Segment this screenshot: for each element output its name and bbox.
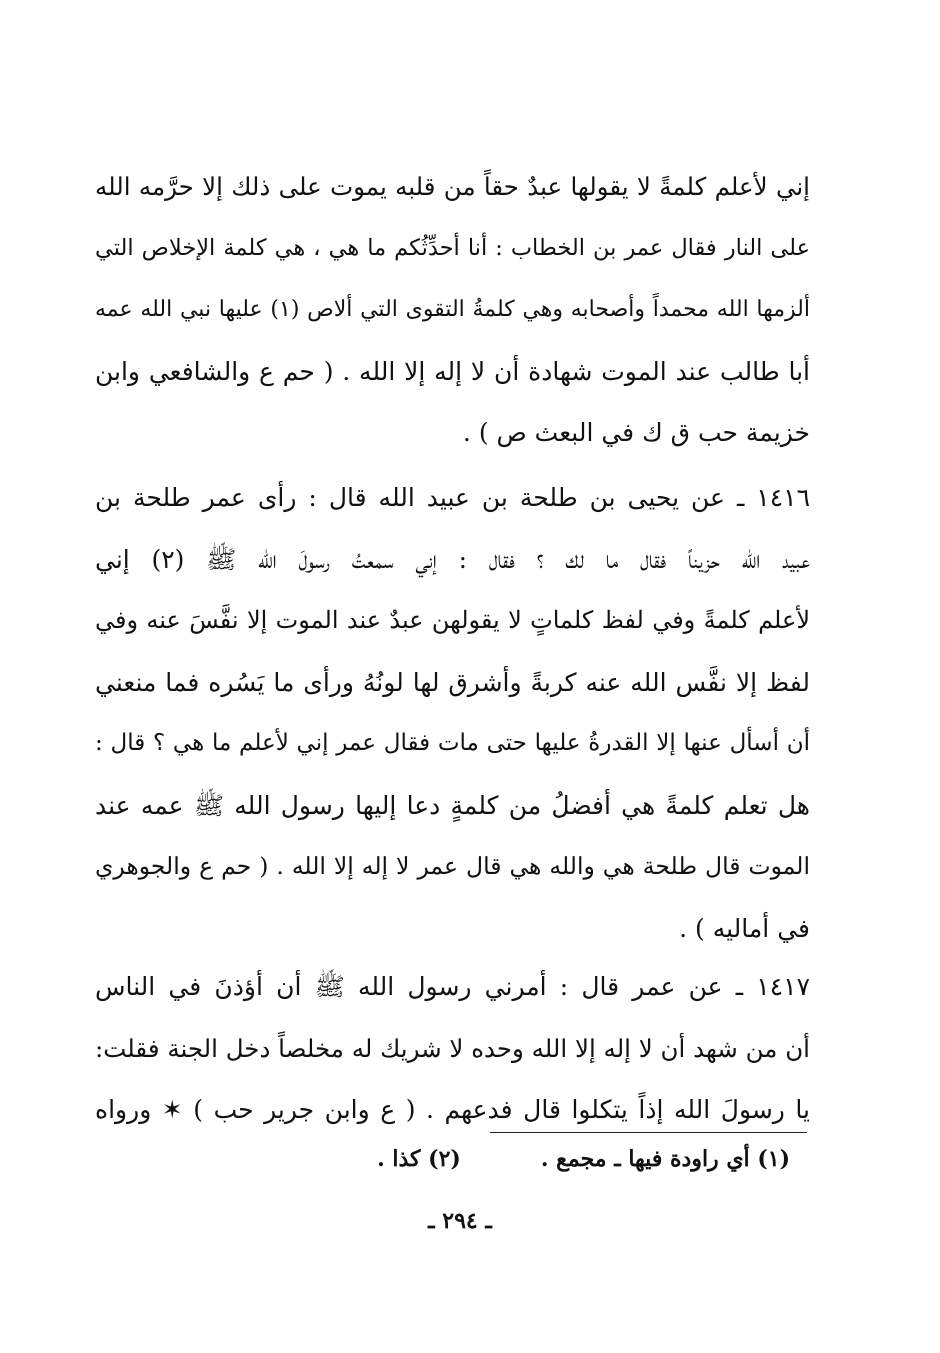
footnote-1: (١) أي راودة فيها ـ مجمع .: [540, 1146, 790, 1172]
page-number: ـ ٢٩٤ ـ: [428, 1208, 492, 1234]
paragraph-hadith-continuation: [95, 156, 810, 464]
text-line: في أماليه ) .: [679, 913, 810, 943]
text-line: خزيمة حب ق ك في البعث ص ) .: [462, 418, 810, 447]
paragraph-hadith-1417: [95, 956, 810, 1141]
text-line: الموت قال طلحة هي والله هي قال عمر لا إله إلا الله . ( حم ع والجوهري: [95, 852, 810, 880]
text-line: إني لأعلم كلمةً لا يقولها عبدٌ حقاً من قلبه يموت على ذلك إلا حرَّمه الله: [95, 172, 810, 201]
text-line: على النار فقال عمر بن الخطاب : أنا أحدِّثُكم ما هي ، هي كلمة الإخلاص التي: [95, 234, 810, 261]
text-line: أن من شهد أن لا إله إلا الله وحده لا شريك له مخلصاً دخل الجنة فقلت:: [95, 1033, 810, 1063]
text-line: لأعلم كلمةً وفي لفظ كلماتٍ لا يقولهن عبدٌ عند الموت إلا نفَّسَ عنه وفي: [95, 606, 810, 634]
text-line: عبيد الله حزيناً فقال ما لك ؟ فقال : إني سمعتُ رسولَ الله ﷺ (٢) إني: [95, 544, 810, 574]
text-line: ١٤١٦ ـ عن يحيى بن طلحة بن عبيد الله قال : رأى عمر طلحة بن: [95, 483, 810, 512]
footnote-2: (٢) كذا .: [377, 1146, 461, 1172]
text-line: هل تعلم كلمةً هي أفضلُ من كلمةٍ دعا إليها رسول الله ﷺ عمه عند: [95, 790, 810, 820]
text-line: ١٤١٧ ـ عن عمر قال : أمرني رسول الله ﷺ أن أؤذنَ في الناس: [95, 972, 810, 1001]
text-line: ألزمها الله محمداً وأصحابه وهي كلمةُ التقوى التي ألاص (١) عليها نبي الله عمه: [95, 297, 810, 322]
paragraph-hadith-1416: [95, 467, 810, 959]
text-line: أبا طالب عند الموت شهادة أن لا إله إلا الله . ( حم ع والشافعي وابن: [95, 356, 810, 386]
footnote-divider: [490, 1132, 807, 1133]
text-line: أن أسأل عنها إلا القدرةُ عليها حتى مات فقال عمر إني لأعلم ما هي ؟ قال :: [95, 730, 810, 756]
text-line: لفظ إلا نفَّس الله عنه كربةً وأشرق لها لونُهُ ورأى ما يَسُره فما منعني: [95, 667, 810, 697]
text-line: يا رسولَ الله إذاً يتكلوا قال فدعهم . ( ع وابن جرير حب ) ✶ ورواه: [95, 1095, 810, 1124]
footnotes: [320, 1146, 790, 1172]
